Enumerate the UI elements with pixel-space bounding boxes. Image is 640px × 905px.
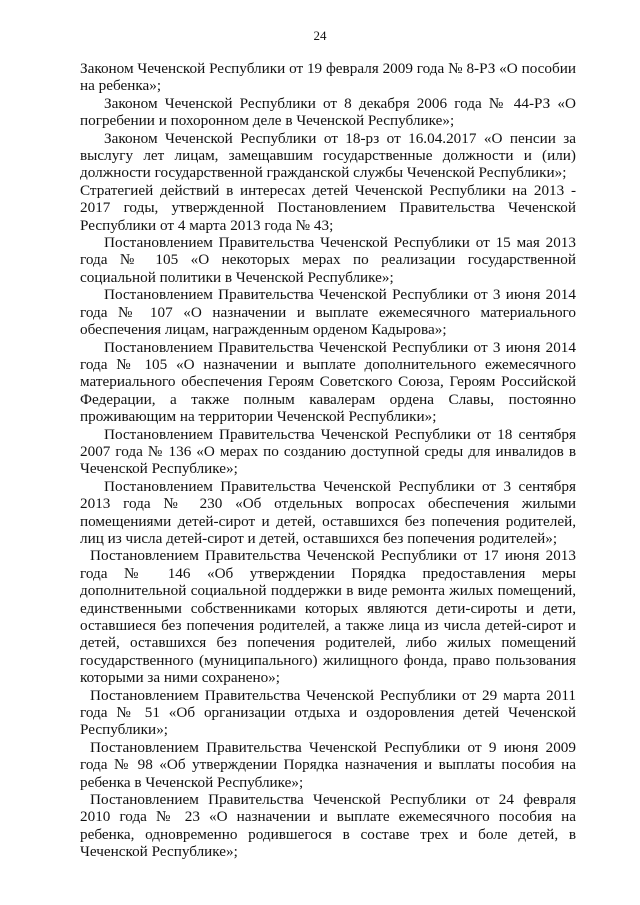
- paragraph-decree-51-2011: Постановлением Правительства Чеченской Республики от 29 марта 2011 года № 51 «Об организации отдыха и оздоровления детей Чеченской Республики»;: [80, 686, 576, 739]
- paragraph-decree-107-2014: Постановлением Правительства Чеченской Республики от 3 июня 2014 года № 107 «О назначении и выплате ежемесячного материального обеспечения лицам, награжденным орденом Кадырова»;: [80, 286, 576, 339]
- paragraph-decree-105-2013: Постановлением Правительства Чеченской Республики от 15 мая 2013 года № 105 «О некоторых мерах по реализации государственной социальной политики в Чеченской Республике»;: [80, 234, 576, 286]
- paragraph-law-18rz: Законом Чеченской Республики от 18-рз от 16.04.2017 «О пенсии за выслугу лет лицам, замещавшим государственные должности и (или) должности государственной гражданской службы Чеченской Республики»;: [80, 129, 576, 182]
- paragraph-decree-105-2014: Постановлением Правительства Чеченской Республики от 3 июня 2014 года № 105 «О назначении и выплате дополнительного ежемесячного материального обеспечения Героям Советского Союза, Героям Российской Федерации, а также полным кавалерам ордена Славы, постоянно проживающим на территории Чеченской Республики»;: [80, 338, 576, 426]
- paragraph-decree-136-2007: Постановлением Правительства Чеченской Республики от 18 сентября 2007 года № 136 «О мерах по созданию доступной среды для инвалидов в Чеченской Республике»;: [80, 425, 576, 478]
- document-body: [80, 60, 576, 861]
- paragraph-decree-146-2013: Постановлением Правительства Чеченской Республики от 17 июня 2013 года № 146 «Об утверждении Порядка предоставления меры дополнительной социальной поддержки в виде ремонта жилых помещений, единственными собственниками которых являются дети-сироты и дети, оставшиеся без попечения родителей, а также лица из числа детей-сирот и детей, оставшихся без попечения родителей, либо жилых помещений государственного (муниципального) жилищного фонда, право пользования которыми за ними сохранено»;: [80, 547, 576, 687]
- paragraph-law-44rz: Законом Чеченской Республики от 8 декабря 2006 года № 44-РЗ «О погребении и похоронном деле в Чеченской Республике»;: [80, 94, 576, 130]
- paragraph-decree-230-2013: Постановлением Правительства Чеченской Республики от 3 сентября 2013 года № 230 «Об отдельных вопросах обеспечения жилыми помещениями детей-сирот и детей, оставшихся без попечения родителей, лиц из числа детей-сирот и детей, оставшихся без попечения родителей»;: [80, 477, 576, 547]
- page-number: 24: [313, 28, 327, 43]
- paragraph-decree-23-2010: Постановлением Правительства Чеченской Республики от 24 февраля 2010 года № 23 «О назначении и выплате ежемесячного пособия на ребенка, одновременно родившегося в составе трех и боле детей, в Чеченской Республике»;: [80, 791, 576, 861]
- paragraph-strategy-2013-2017: Стратегией действий в интересах детей Чеченской Республики на 2013 - 2017 годы, утвержденной Постановлением Правительства Чеченской Республики от 4 марта 2013 года № 43;: [80, 181, 576, 234]
- paragraph-law-8rz: Законом Чеченской Республики от 19 февраля 2009 года № 8-РЗ «О пособии на ребенка»;: [80, 60, 576, 95]
- paragraph-decree-98-2009: Постановлением Правительства Чеченской Республики от 9 июня 2009 года № 98 «Об утверждении Порядка назначения и выплаты пособия на ребенка в Чеченской Республике»;: [80, 738, 576, 791]
